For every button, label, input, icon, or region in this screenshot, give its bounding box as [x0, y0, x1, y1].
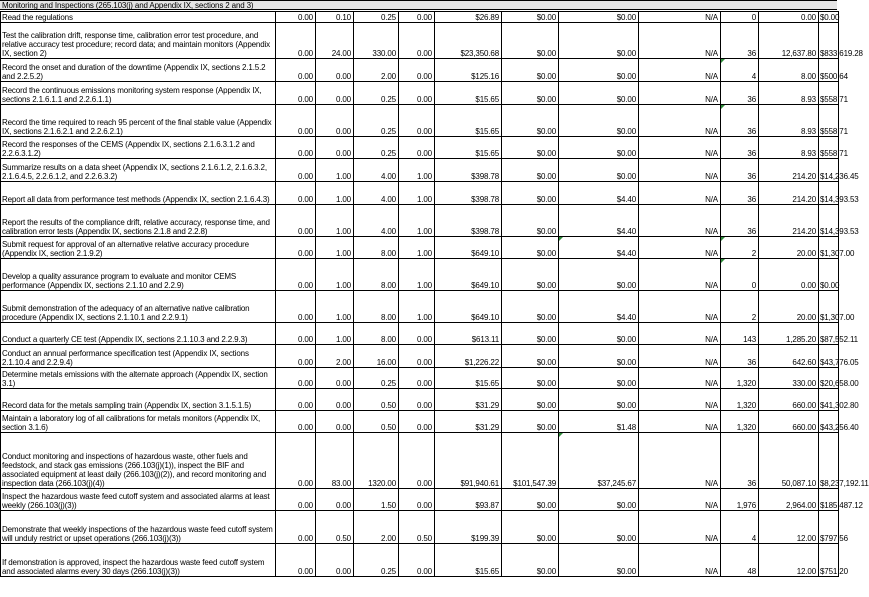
- cell-col-g[interactable]: $0.00: [559, 259, 639, 291]
- cell-col-e[interactable]: $15.65: [435, 544, 502, 577]
- cell-col-c[interactable]: 0.25: [354, 368, 399, 389]
- table-row: [1, 291, 839, 323]
- cell-col-g[interactable]: $0.00: [559, 389, 639, 411]
- row-description[interactable]: Report all data from performance test methods (Appendix IX, section 2.1.6.4.3): [1, 182, 276, 205]
- cell-col-f[interactable]: $0.00: [502, 182, 559, 205]
- cell-col-f[interactable]: $101,547.39: [502, 433, 559, 489]
- row-description[interactable]: Maintain a laboratory log of all calibrations for metals monitors (Appendix IX, section 3.1.6): [1, 411, 276, 433]
- cell-col-i[interactable]: 36: [721, 433, 759, 489]
- cell-col-e[interactable]: $15.65: [435, 137, 502, 159]
- cell-col-k[interactable]: $14,393.53: [819, 182, 839, 205]
- table-row: [1, 12, 839, 23]
- cell-col-a[interactable]: 0.00: [276, 368, 316, 389]
- cell-col-g[interactable]: $0.00: [559, 323, 639, 345]
- cell-col-f[interactable]: $0.00: [502, 411, 559, 433]
- cell-col-a[interactable]: 0.00: [276, 544, 316, 577]
- cell-col-b[interactable]: 2.00: [316, 345, 354, 368]
- cell-col-c[interactable]: 1320.00: [354, 433, 399, 489]
- cell-col-e[interactable]: $649.10: [435, 291, 502, 323]
- cell-col-b[interactable]: 0.00: [316, 544, 354, 577]
- cell-col-c[interactable]: 0.25: [354, 12, 399, 23]
- cell-col-a[interactable]: 0.00: [276, 59, 316, 82]
- cell-col-d[interactable]: 0.00: [399, 82, 435, 105]
- cell-col-k[interactable]: $185,487.12: [819, 489, 839, 511]
- cell-col-f[interactable]: $0.00: [502, 23, 559, 59]
- cell-col-h[interactable]: N/A: [639, 137, 721, 159]
- cell-col-e[interactable]: $1,226.22: [435, 345, 502, 368]
- cell-col-k[interactable]: $14,236.45: [819, 159, 839, 182]
- cell-col-e[interactable]: $31.29: [435, 389, 502, 411]
- cell-col-g[interactable]: $0.00: [559, 511, 639, 544]
- cell-col-i[interactable]: 48: [721, 544, 759, 577]
- cell-col-i[interactable]: 36: [721, 23, 759, 59]
- cell-col-j[interactable]: 8.93: [759, 105, 819, 137]
- cell-col-d[interactable]: 0.00: [399, 12, 435, 23]
- cell-col-f[interactable]: $0.00: [502, 82, 559, 105]
- cell-col-b[interactable]: 1.00: [316, 237, 354, 259]
- cell-col-g[interactable]: $0.00: [559, 59, 639, 82]
- cell-col-j[interactable]: 642.60: [759, 345, 819, 368]
- cell-col-f[interactable]: $0.00: [502, 368, 559, 389]
- cell-col-f[interactable]: $0.00: [502, 345, 559, 368]
- cell-col-b[interactable]: 0.50: [316, 511, 354, 544]
- cell-col-b[interactable]: 1.00: [316, 323, 354, 345]
- cell-col-a[interactable]: 0.00: [276, 205, 316, 237]
- cell-col-b[interactable]: 1.00: [316, 205, 354, 237]
- table-row: [1, 23, 839, 59]
- cell-col-a[interactable]: 0.00: [276, 137, 316, 159]
- row-description[interactable]: Report the results of the compliance drift, relative accuracy, response time, and calibration error tests (Appendix IX, sections 2.1.8 and 2.2.8): [1, 205, 276, 237]
- row-description[interactable]: Read the regulations: [1, 12, 276, 23]
- cell-col-j[interactable]: 20.00: [759, 237, 819, 259]
- cell-col-e[interactable]: $31.29: [435, 411, 502, 433]
- row-description[interactable]: Submit demonstration of the adequacy of an alternative native calibration procedure (Appendix IX, sections 2.1.10.1 and 2.2.9.1): [1, 291, 276, 323]
- cell-col-h[interactable]: N/A: [639, 489, 721, 511]
- cell-col-j[interactable]: 8.93: [759, 137, 819, 159]
- cell-col-h[interactable]: N/A: [639, 12, 721, 23]
- cell-col-i[interactable]: 36: [721, 137, 759, 159]
- cell-col-i[interactable]: 36: [721, 82, 759, 105]
- cell-col-c[interactable]: 0.50: [354, 389, 399, 411]
- cell-col-a[interactable]: 0.00: [276, 12, 316, 23]
- cell-col-h[interactable]: N/A: [639, 411, 721, 433]
- cell-col-k[interactable]: $833,619.28: [819, 23, 839, 59]
- cell-col-i[interactable]: 1,320: [721, 368, 759, 389]
- cell-col-k[interactable]: $558.71: [819, 105, 839, 137]
- cell-col-i[interactable]: 36: [721, 182, 759, 205]
- cell-col-j[interactable]: 660.00: [759, 411, 819, 433]
- row-description[interactable]: If demonstration is approved, inspect the hazardous waste feed cutoff system and associated alarms every 30 days (266.103(j)(3)): [1, 544, 276, 577]
- cell-col-a[interactable]: 0.00: [276, 159, 316, 182]
- cell-col-a[interactable]: 0.00: [276, 237, 316, 259]
- cell-col-c[interactable]: 0.50: [354, 411, 399, 433]
- cell-col-c[interactable]: 4.00: [354, 182, 399, 205]
- cell-col-i[interactable]: 2: [721, 291, 759, 323]
- cell-col-g[interactable]: $0.00: [559, 12, 639, 23]
- table-body: [1, 12, 869, 577]
- table-row: [1, 323, 839, 345]
- cell-col-d[interactable]: 1.00: [399, 237, 435, 259]
- row-description[interactable]: Conduct an annual performance specification test (Appendix IX, sections 2.1.10.4 and 2.2.9.4): [1, 345, 276, 368]
- cell-col-b[interactable]: 1.00: [316, 182, 354, 205]
- table-row: [1, 345, 839, 368]
- cell-col-b[interactable]: 0.00: [316, 137, 354, 159]
- cell-col-b[interactable]: 24.00: [316, 23, 354, 59]
- row-description[interactable]: Record the responses of the CEMS (Appendix IX, sections 2.1.6.3.1.2 and 2.2.6.3.1.2): [1, 137, 276, 159]
- cell-col-h[interactable]: N/A: [639, 389, 721, 411]
- cell-col-g[interactable]: $37,245.67: [559, 433, 639, 489]
- cell-col-b[interactable]: 1.00: [316, 159, 354, 182]
- cell-col-a[interactable]: 0.00: [276, 291, 316, 323]
- cell-col-e[interactable]: $398.78: [435, 205, 502, 237]
- cell-col-e[interactable]: $199.39: [435, 511, 502, 544]
- cell-col-j[interactable]: 214.20: [759, 159, 819, 182]
- cell-col-d[interactable]: 1.00: [399, 205, 435, 237]
- cell-col-j[interactable]: 50,087.10: [759, 433, 819, 489]
- table-row: [1, 489, 839, 511]
- cell-col-g[interactable]: $0.00: [559, 82, 639, 105]
- cell-col-j[interactable]: 1,285.20: [759, 323, 819, 345]
- cell-col-b[interactable]: 0.00: [316, 105, 354, 137]
- row-description[interactable]: Record data for the metals sampling train (Appendix IX, section 3.1.5.1.5): [1, 389, 276, 411]
- cell-col-e[interactable]: $15.65: [435, 368, 502, 389]
- cell-col-j[interactable]: 0.00: [759, 259, 819, 291]
- cell-col-i[interactable]: 1,320: [721, 389, 759, 411]
- cell-col-a[interactable]: 0.00: [276, 82, 316, 105]
- cell-col-c[interactable]: 4.00: [354, 205, 399, 237]
- cell-col-i[interactable]: 36: [721, 345, 759, 368]
- cell-col-a[interactable]: 0.00: [276, 259, 316, 291]
- table-row: [1, 159, 839, 182]
- cell-col-h[interactable]: N/A: [639, 105, 721, 137]
- cell-col-f[interactable]: $0.00: [502, 389, 559, 411]
- cell-col-c[interactable]: 8.00: [354, 291, 399, 323]
- cell-col-g[interactable]: $0.00: [559, 137, 639, 159]
- table-row: [1, 182, 839, 205]
- cell-col-i[interactable]: 4: [721, 511, 759, 544]
- cell-col-c[interactable]: 0.25: [354, 82, 399, 105]
- cell-col-j[interactable]: 330.00: [759, 368, 819, 389]
- cell-col-d[interactable]: 0.00: [399, 389, 435, 411]
- cell-col-j[interactable]: 12,637.80: [759, 23, 819, 59]
- cell-col-g[interactable]: $4.40: [559, 237, 639, 259]
- cell-col-i[interactable]: 143: [721, 323, 759, 345]
- cell-col-h[interactable]: N/A: [639, 82, 721, 105]
- table-row: [1, 259, 839, 291]
- cell-col-b[interactable]: 1.00: [316, 291, 354, 323]
- cell-col-g[interactable]: $0.00: [559, 368, 639, 389]
- cell-col-h[interactable]: N/A: [639, 323, 721, 345]
- table-row: [1, 544, 839, 577]
- cell-col-k[interactable]: $87,552.11: [819, 323, 839, 345]
- cell-col-a[interactable]: 0.00: [276, 105, 316, 137]
- cell-col-f[interactable]: $0.00: [502, 237, 559, 259]
- row-description[interactable]: Determine metals emissions with the alternate approach (Appendix IX, section 3.1): [1, 368, 276, 389]
- row-description[interactable]: Record the time required to reach 95 percent of the final stable value (Appendix IX, sections 2.1.6.2.1 and 2.2.6.2.1): [1, 105, 276, 137]
- cell-col-e[interactable]: $649.10: [435, 237, 502, 259]
- cell-col-g[interactable]: $4.40: [559, 291, 639, 323]
- cell-col-k[interactable]: $43,776.05: [819, 345, 839, 368]
- row-description[interactable]: Test the calibration drift, response time, calibration error test procedure, and relative accuracy test procedure; record data; and maintain monitors (Appendix IX, section 2): [1, 23, 276, 59]
- cell-col-k[interactable]: $0.00: [819, 259, 839, 291]
- cell-col-i[interactable]: 1,320: [721, 411, 759, 433]
- table-row: [1, 59, 839, 82]
- cell-col-h[interactable]: N/A: [639, 259, 721, 291]
- cell-col-i[interactable]: 4: [721, 59, 759, 82]
- cell-col-g[interactable]: $0.00: [559, 105, 639, 137]
- table-row: [1, 82, 839, 105]
- cell-col-g[interactable]: $0.00: [559, 345, 639, 368]
- cell-col-j[interactable]: 8.00: [759, 59, 819, 82]
- cell-col-d[interactable]: 1.00: [399, 259, 435, 291]
- cell-col-g[interactable]: $0.00: [559, 544, 639, 577]
- table-row: [1, 237, 839, 259]
- cell-col-k[interactable]: $751.20: [819, 544, 839, 577]
- cell-col-k[interactable]: $558.71: [819, 82, 839, 105]
- cell-col-h[interactable]: N/A: [639, 182, 721, 205]
- cell-col-c[interactable]: 8.00: [354, 259, 399, 291]
- table-row: [1, 105, 839, 137]
- cell-col-k[interactable]: $41,302.80: [819, 389, 839, 411]
- cell-col-a[interactable]: 0.00: [276, 389, 316, 411]
- cell-col-a[interactable]: 0.00: [276, 511, 316, 544]
- cell-col-c[interactable]: 330.00: [354, 23, 399, 59]
- cell-col-c[interactable]: 0.25: [354, 105, 399, 137]
- cell-col-e[interactable]: $125.16: [435, 59, 502, 82]
- cell-col-j[interactable]: 214.20: [759, 182, 819, 205]
- cell-col-e[interactable]: $15.65: [435, 82, 502, 105]
- cell-col-k[interactable]: $500.64: [819, 59, 839, 82]
- burden-table: [0, 11, 869, 577]
- cell-col-k[interactable]: $797.56: [819, 511, 839, 544]
- cell-col-h[interactable]: N/A: [639, 433, 721, 489]
- cell-col-b[interactable]: 83.00: [316, 433, 354, 489]
- cell-col-h[interactable]: N/A: [639, 205, 721, 237]
- cell-col-d[interactable]: 0.00: [399, 544, 435, 577]
- cell-col-i[interactable]: 36: [721, 159, 759, 182]
- cell-col-b[interactable]: 0.00: [316, 411, 354, 433]
- cell-col-d[interactable]: 0.00: [399, 433, 435, 489]
- cell-col-a[interactable]: 0.00: [276, 489, 316, 511]
- cell-col-j[interactable]: 12.00: [759, 511, 819, 544]
- cell-col-c[interactable]: 16.00: [354, 345, 399, 368]
- table-row: [1, 137, 839, 159]
- cell-col-d[interactable]: 0.00: [399, 137, 435, 159]
- cell-col-e[interactable]: $26.89: [435, 12, 502, 23]
- cell-col-b[interactable]: 0.10: [316, 12, 354, 23]
- cell-col-g[interactable]: $0.00: [559, 159, 639, 182]
- cell-col-d[interactable]: 1.00: [399, 291, 435, 323]
- cell-col-e[interactable]: $23,350.68: [435, 23, 502, 59]
- cell-col-c[interactable]: 2.00: [354, 511, 399, 544]
- row-description[interactable]: Inspect the hazardous waste feed cutoff system and associated alarms at least weekly (266.103(j)(3)): [1, 489, 276, 511]
- cell-col-k[interactable]: $20,658.00: [819, 368, 839, 389]
- cell-col-f[interactable]: $0.00: [502, 159, 559, 182]
- cell-col-a[interactable]: 0.00: [276, 433, 316, 489]
- cell-col-k[interactable]: $14,393.53: [819, 205, 839, 237]
- table-row: [1, 433, 839, 489]
- cell-col-d[interactable]: 0.00: [399, 345, 435, 368]
- cell-col-d[interactable]: 0.00: [399, 59, 435, 82]
- row-description[interactable]: Summarize results on a data sheet (Appendix IX, sections 2.1.6.1.2, 2.1.6.3.2, 2.1.6.4.5, 2.2.6.1.2, and 2.2.6.3.2): [1, 159, 276, 182]
- cell-col-b[interactable]: 0.00: [316, 368, 354, 389]
- cell-col-h[interactable]: N/A: [639, 544, 721, 577]
- cell-col-h[interactable]: N/A: [639, 511, 721, 544]
- cell-col-b[interactable]: 1.00: [316, 259, 354, 291]
- cell-col-c[interactable]: 0.25: [354, 544, 399, 577]
- cell-col-e[interactable]: $613.11: [435, 323, 502, 345]
- cell-col-j[interactable]: 660.00: [759, 389, 819, 411]
- cell-col-j[interactable]: 20.00: [759, 291, 819, 323]
- cell-col-d[interactable]: 0.00: [399, 489, 435, 511]
- cell-col-d[interactable]: 0.00: [399, 323, 435, 345]
- cell-col-h[interactable]: N/A: [639, 291, 721, 323]
- cell-col-k[interactable]: $8,237,192.11: [819, 433, 839, 489]
- row-description[interactable]: Conduct a quarterly CE test (Appendix IX, sections 2.1.10.3 and 2.2.9.3): [1, 323, 276, 345]
- cell-col-g[interactable]: $1.48: [559, 411, 639, 433]
- table-row: [1, 511, 839, 544]
- cell-col-b[interactable]: 0.00: [316, 82, 354, 105]
- cell-col-h[interactable]: N/A: [639, 237, 721, 259]
- cell-col-g[interactable]: $0.00: [559, 23, 639, 59]
- cell-col-h[interactable]: N/A: [639, 345, 721, 368]
- row-description[interactable]: Demonstrate that weekly inspections of the hazardous waste feed cutoff system will unduly restrict or upset operations (266.103(j)(3)): [1, 511, 276, 544]
- cell-col-k[interactable]: $558.71: [819, 137, 839, 159]
- table-row: [1, 411, 839, 433]
- cell-col-f[interactable]: $0.00: [502, 291, 559, 323]
- cell-col-a[interactable]: 0.00: [276, 23, 316, 59]
- cell-col-i[interactable]: 0: [721, 259, 759, 291]
- cell-col-k[interactable]: $1,307.00: [819, 237, 839, 259]
- section-header[interactable]: Monitoring and Inspections (265.103(j) and Appendix IX, sections 2 and 3): [0, 0, 837, 10]
- cell-col-i[interactable]: 36: [721, 205, 759, 237]
- cell-col-a[interactable]: 0.00: [276, 323, 316, 345]
- cell-col-c[interactable]: 8.00: [354, 237, 399, 259]
- cell-col-g[interactable]: $4.40: [559, 205, 639, 237]
- cell-col-c[interactable]: 1.50: [354, 489, 399, 511]
- cell-col-d[interactable]: 1.00: [399, 182, 435, 205]
- cell-col-g[interactable]: $0.00: [559, 489, 639, 511]
- cell-col-f[interactable]: $0.00: [502, 544, 559, 577]
- cell-col-f[interactable]: $0.00: [502, 205, 559, 237]
- cell-col-d[interactable]: 0.00: [399, 23, 435, 59]
- row-description[interactable]: Develop a quality assurance program to evaluate and monitor CEMS performance (Appendix IX, sections 2.1.10 and 2.2.9): [1, 259, 276, 291]
- table-row: [1, 205, 839, 237]
- cell-col-d[interactable]: 0.50: [399, 511, 435, 544]
- cell-col-i[interactable]: 1,976: [721, 489, 759, 511]
- cell-col-a[interactable]: 0.00: [276, 182, 316, 205]
- cell-col-k[interactable]: $43,256.40: [819, 411, 839, 433]
- cell-col-f[interactable]: $0.00: [502, 489, 559, 511]
- table-row: [1, 389, 839, 411]
- cell-col-d[interactable]: 0.00: [399, 411, 435, 433]
- cell-col-i[interactable]: 0: [721, 12, 759, 23]
- cell-col-i[interactable]: 2: [721, 237, 759, 259]
- cell-col-c[interactable]: 2.00: [354, 59, 399, 82]
- cell-col-e[interactable]: $398.78: [435, 182, 502, 205]
- cell-col-d[interactable]: 1.00: [399, 159, 435, 182]
- cell-col-f[interactable]: $0.00: [502, 511, 559, 544]
- cell-col-a[interactable]: 0.00: [276, 411, 316, 433]
- cell-col-g[interactable]: $4.40: [559, 182, 639, 205]
- cell-col-f[interactable]: $0.00: [502, 12, 559, 23]
- cell-col-e[interactable]: $91,940.61: [435, 433, 502, 489]
- cell-col-e[interactable]: $649.10: [435, 259, 502, 291]
- cell-col-b[interactable]: 0.00: [316, 389, 354, 411]
- cell-col-f[interactable]: $0.00: [502, 137, 559, 159]
- cell-col-e[interactable]: $93.87: [435, 489, 502, 511]
- row-description[interactable]: Record the onset and duration of the downtime (Appendix IX, sections 2.1.5.2 and 2.2.5.2): [1, 59, 276, 82]
- cell-col-c[interactable]: 4.00: [354, 159, 399, 182]
- cell-col-f[interactable]: $0.00: [502, 323, 559, 345]
- row-description[interactable]: Record the continuous emissions monitoring system response (Appendix IX, sections 2.1.6.1.1 and 2.2.6.1.1): [1, 82, 276, 105]
- cell-col-k[interactable]: $1,307.00: [819, 291, 839, 323]
- cell-col-f[interactable]: $0.00: [502, 259, 559, 291]
- cell-col-a[interactable]: 0.00: [276, 345, 316, 368]
- cell-col-d[interactable]: 0.00: [399, 105, 435, 137]
- cell-col-c[interactable]: 0.25: [354, 137, 399, 159]
- cell-col-c[interactable]: 8.00: [354, 323, 399, 345]
- cell-col-j[interactable]: 0.00: [759, 12, 819, 23]
- row-description[interactable]: Submit request for approval of an alternative relative accuracy procedure (Appendix IX, section 2.1.9.2): [1, 237, 276, 259]
- cell-col-f[interactable]: $0.00: [502, 105, 559, 137]
- cell-col-j[interactable]: 12.00: [759, 544, 819, 577]
- row-description[interactable]: Conduct monitoring and inspections of hazardous waste, other fuels and feedstock, and stack gas emissions (266.103(j)(1)), inspect the BIF and associated equipment at least daily (266.103(j)(2)), and record monitoring and inspection data (266.103(j)(4)): [1, 433, 276, 489]
- cell-col-f[interactable]: $0.00: [502, 59, 559, 82]
- cell-col-k[interactable]: $0.00: [820, 13, 840, 22]
- cell-col-h[interactable]: N/A: [639, 159, 721, 182]
- cell-col-e[interactable]: $398.78: [435, 159, 502, 182]
- cell-col-h[interactable]: N/A: [639, 59, 721, 82]
- cell-col-h[interactable]: N/A: [639, 368, 721, 389]
- cell-col-j[interactable]: 8.93: [759, 82, 819, 105]
- cell-col-b[interactable]: 0.00: [316, 59, 354, 82]
- cell-col-j[interactable]: 2,964.00: [759, 489, 819, 511]
- cell-col-j[interactable]: 214.20: [759, 205, 819, 237]
- cell-col-d[interactable]: 0.00: [399, 368, 435, 389]
- table-row: [1, 368, 839, 389]
- cell-col-h[interactable]: N/A: [639, 23, 721, 59]
- cell-col-e[interactable]: $15.65: [435, 105, 502, 137]
- cell-col-b[interactable]: 0.00: [316, 489, 354, 511]
- cell-col-i[interactable]: 36: [721, 105, 759, 137]
